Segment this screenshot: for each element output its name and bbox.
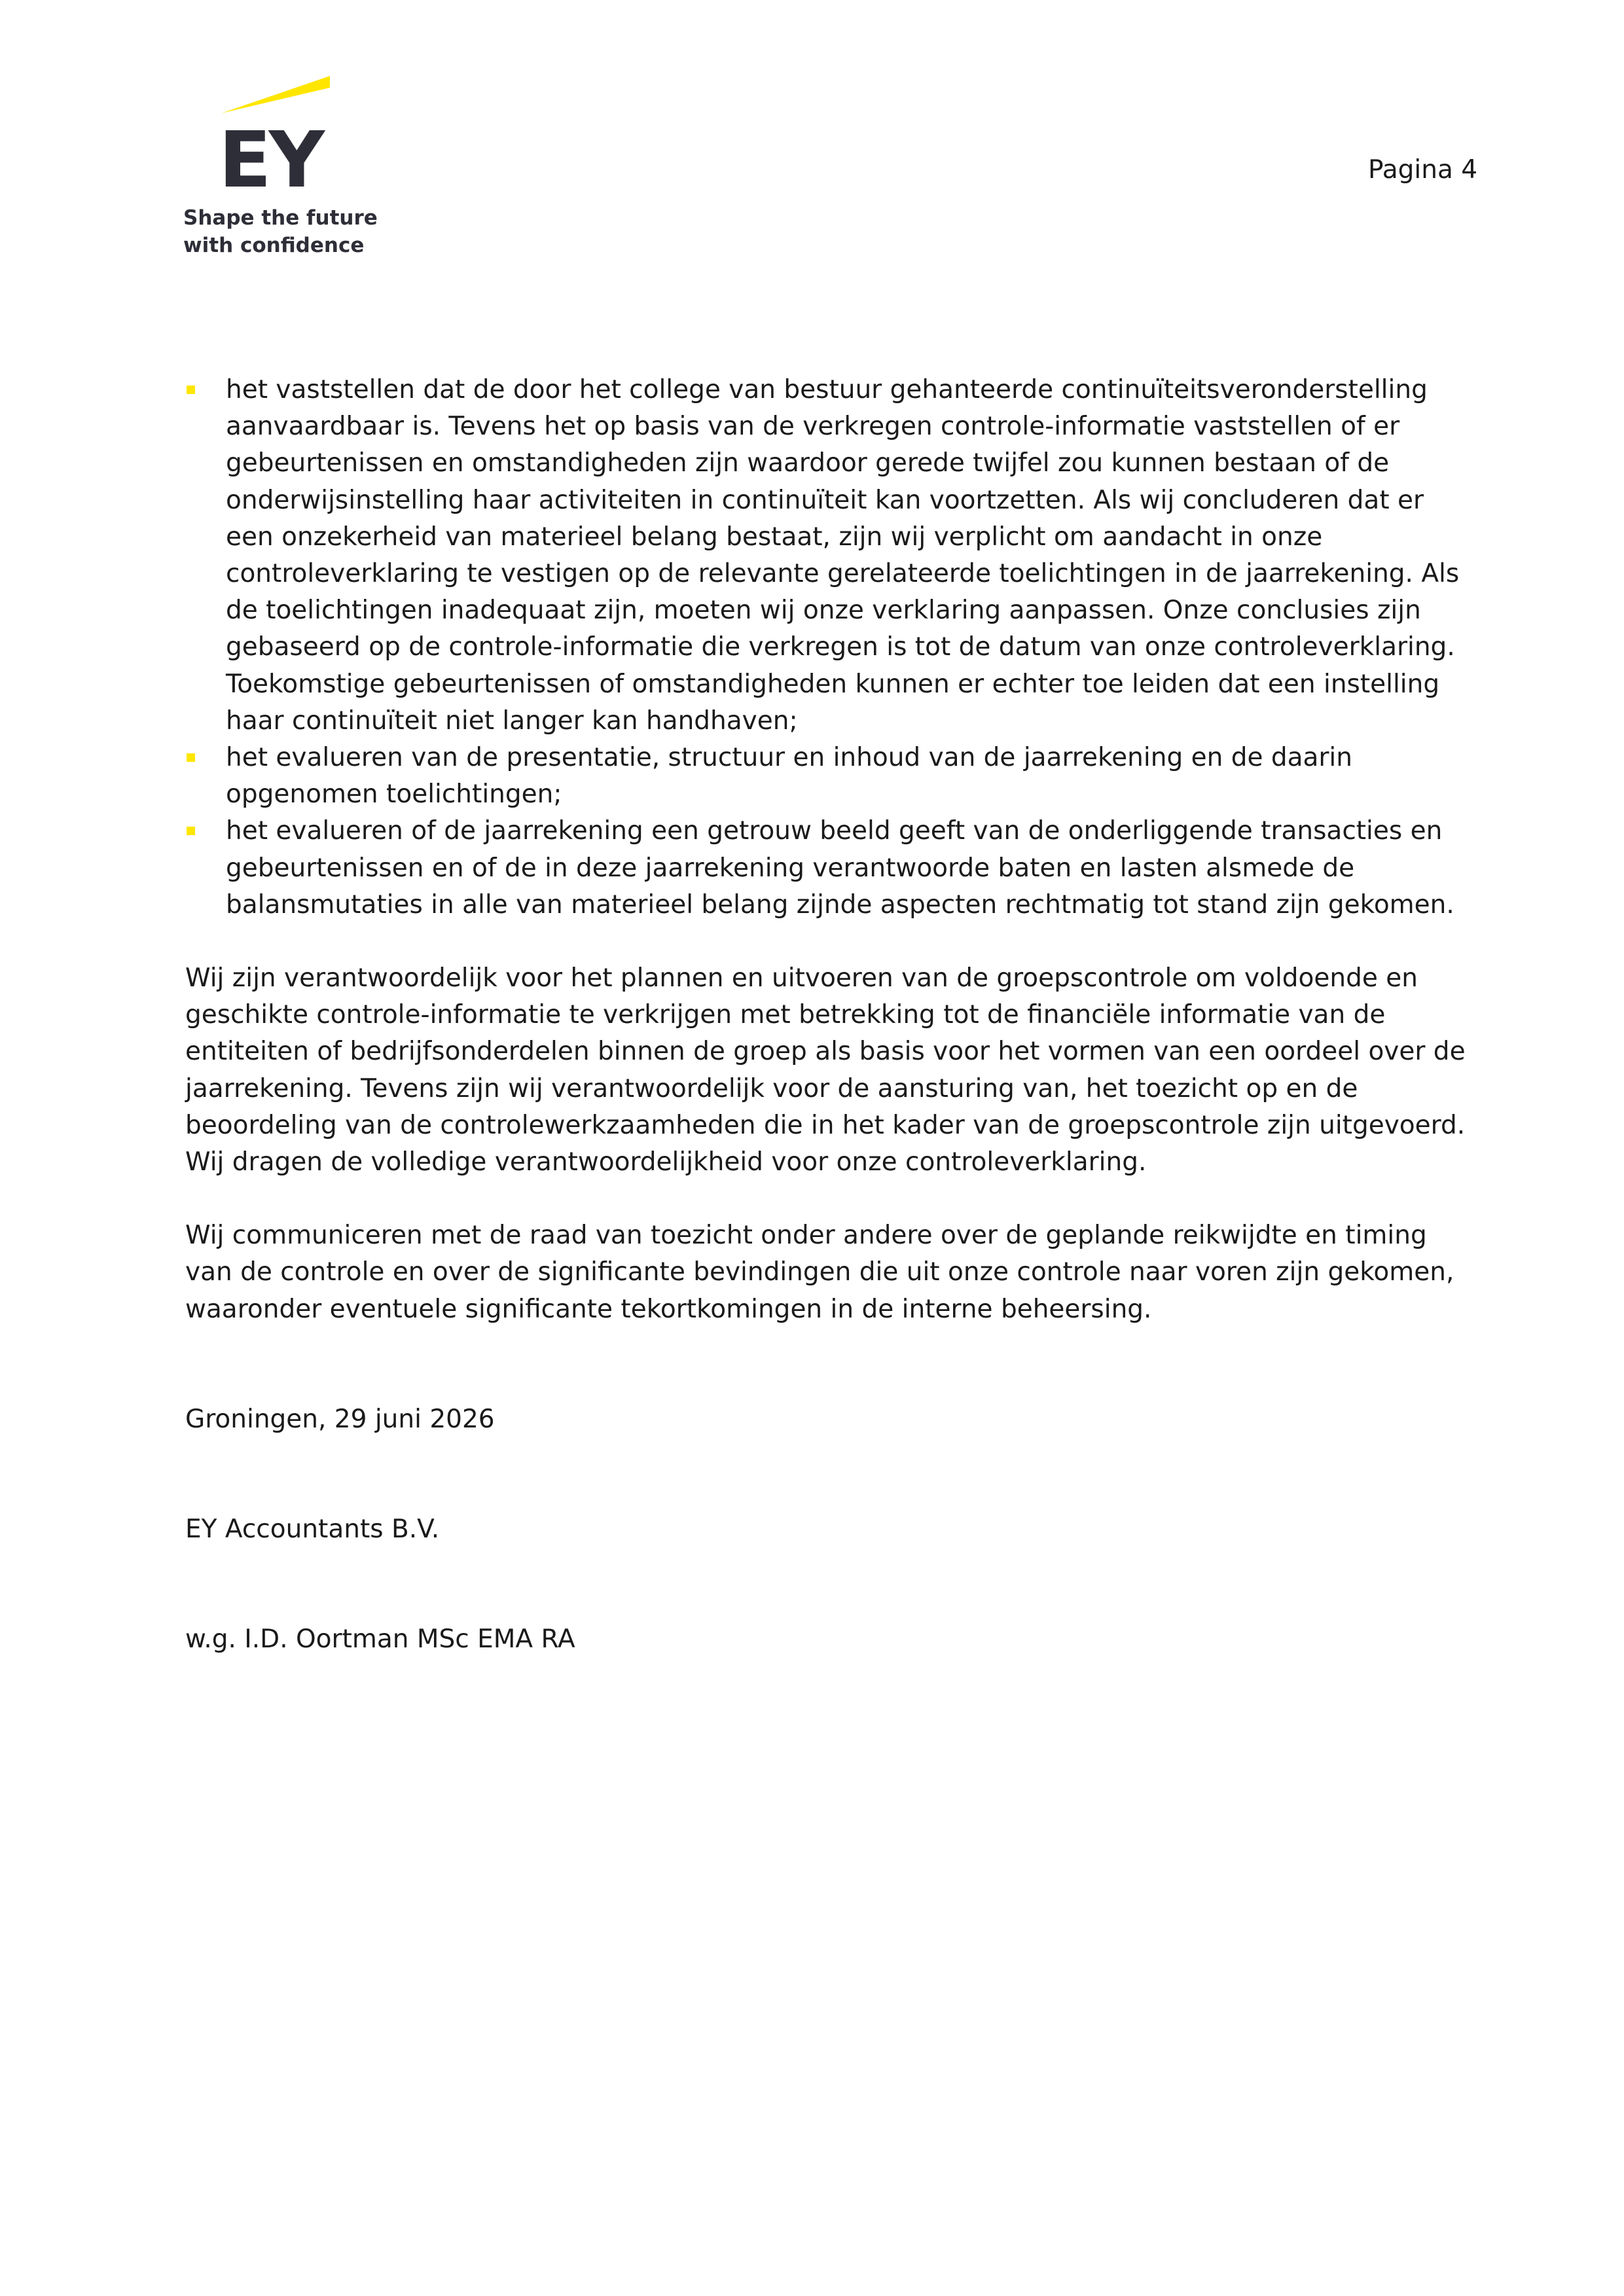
paragraph-communication: Wij communiceren met de raad van toezicht onder andere over de geplande reikwijdte en timing van de controle en over de significante bevindingen die uit onze controle naar voren zijn gekomen, waaronder eventuele significante tekortkomingen in de interne beheersing. [185,1221,1454,1324]
ey-logo-mark [183,72,393,203]
logo-yellow-beam [221,76,330,113]
firm-name: EY Accountants B.V. [185,1515,440,1545]
bullet-item-continuity [185,372,1468,740]
paragraph-group-audit: Wij zijn verantwoordelijk voor het plannen en uitvoeren van de groepscontrole om voldoende en geschikte controle-informatie te verkrijgen met betrekking tot de financiële informatie van de entiteiten of bedrijfsonderdelen binnen de groep als basis voor het vormen van een oordeel over de jaarrekening. Tevens zijn wij verantwoordelijk voor de aansturing van, het toezicht op en de beoordeling van de controlewerkzaamheden die in het kader van de groepscontrole zijn uitgevoerd. Wij dragen de volledige verantwoordelijkheid voor onze controleverklaring. [185,963,1466,1177]
bullet-marker [187,753,195,762]
document-body [185,372,1468,1658]
bullet-item-fair-view [185,813,1468,924]
bullet-text: het evalueren van de presentatie, structuur en inhoud van de jaarrekening en de daarin opgenomen toelichtingen; [226,743,1352,810]
place-and-date: Groningen, 29 juni 2026 [185,1404,495,1434]
logo-wordmark: EY [219,115,323,203]
bullet-marker [187,386,195,394]
bullet-list [185,372,1468,924]
signatory: w.g. I.D. Oortman MSc EMA RA [185,1624,575,1655]
bullet-text: het evalueren of de jaarrekening een getrouw beeld geeft van de onderliggende transacties en gebeurtenissen en of de in deze jaarrekening verantwoorde baten en lasten alsmede de balansmutaties in alle van materieel belang zijnde aspecten rechtmatig tot stand zijn gekomen. [226,816,1454,920]
bullet-text-continued: Toekomstige gebeurtenissen of omstandigheden kunnen er echter toe leiden dat een instelling haar continuïteit niet langer kan handhaven; [226,669,1440,736]
logo-tagline [183,204,378,259]
ey-logo [183,72,393,262]
tagline-line-1: Shape the future [183,206,378,230]
bullet-item-presentation [185,740,1468,813]
tagline-line-2: with confidence [183,234,365,257]
bullet-marker [187,827,195,835]
page-number: Pagina 4 [1368,155,1478,185]
bullet-text: het vaststellen dat de door het college van bestuur gehanteerde continuïteitsveronderstelling aanvaardbaar is. Tevens het op basis van de verkregen controle-informatie vaststellen of er gebeurtenissen en omstandigheden zijn waardoor gerede twijfel zou kunnen bestaan of de onderwijsinstelling haar activiteiten in continuïteit kan voortzetten. Als wij concluderen dat er een onzekerheid van materieel belang bestaat, zijn wij verplicht om aandacht in onze controleverklaring te vestigen op de relevante gerelateerde toelichtingen in de jaarrekening. Als de toelichtingen inadequaat zijn, moeten wij onze verklaring aanpassen. Onze conclusies zijn gebaseerd op de controle-informatie die verkregen is tot de datum van onze controleverklaring. [226,375,1460,662]
